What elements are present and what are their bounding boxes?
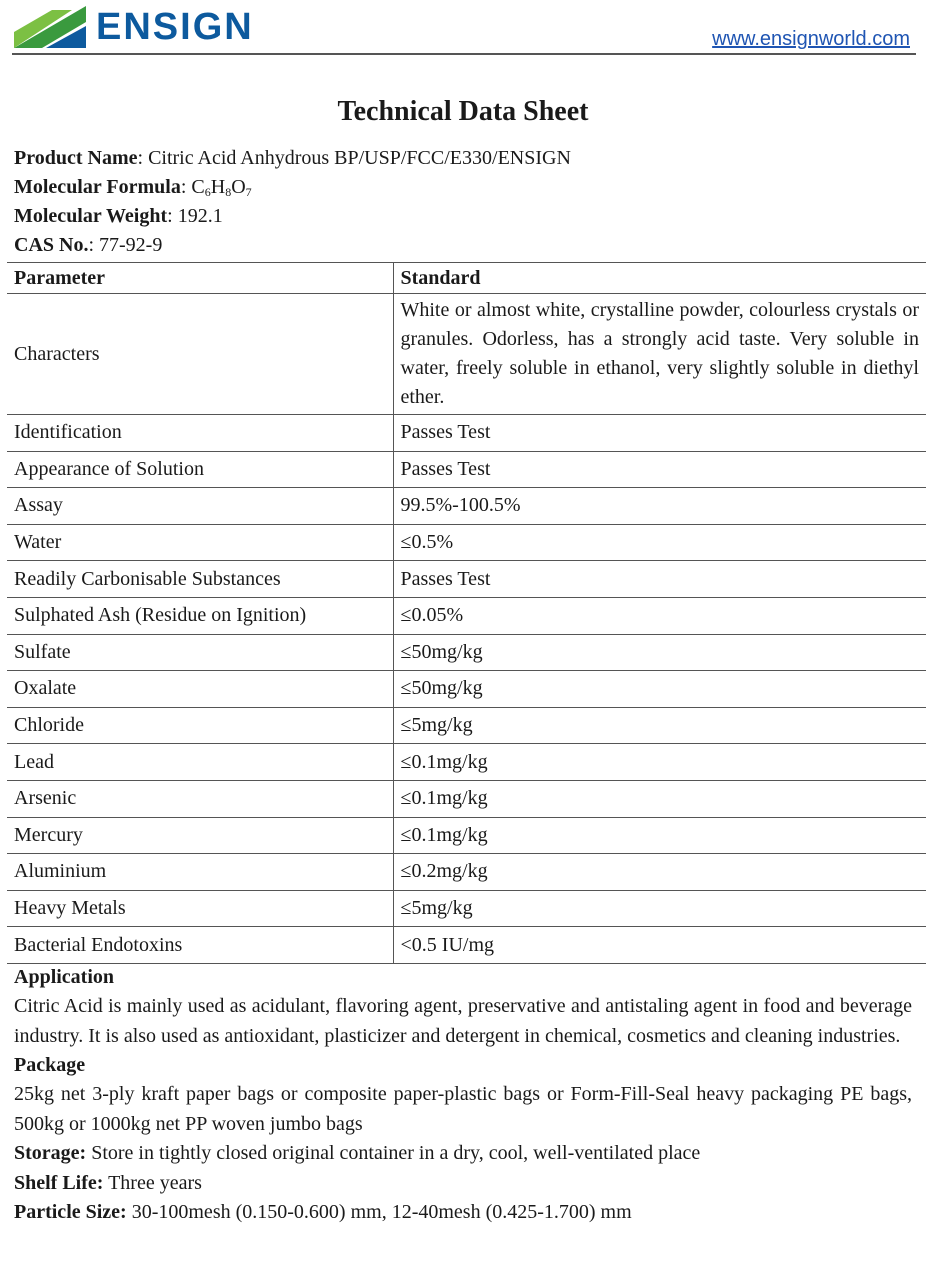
standard-cell: ≤5mg/kg [393, 707, 926, 744]
cas-number-label: CAS No. [14, 234, 89, 256]
parameter-cell: Arsenic [7, 780, 393, 817]
table-row [7, 927, 926, 964]
parameter-cell: Aluminium [7, 854, 393, 891]
molecular-weight-line: Molecular Weight: 192.1 [14, 205, 223, 227]
standard-cell: ≤50mg/kg [393, 671, 926, 708]
parameter-cell: Characters [7, 294, 393, 415]
product-info [14, 144, 914, 260]
standard-cell: Passes Test [393, 415, 926, 452]
storage-label: Storage: [14, 1142, 87, 1164]
parameter-column-header: Parameter [7, 263, 393, 294]
table-row [7, 634, 926, 671]
standard-cell: ≤5mg/kg [393, 890, 926, 927]
parameter-cell: Sulphated Ash (Residue on Ignition) [7, 597, 393, 634]
standard-cell: ≤0.1mg/kg [393, 744, 926, 781]
product-name-line: Product Name: Citric Acid Anhydrous BP/USP/FCC/E330/ENSIGN [14, 147, 571, 169]
parameter-cell: Lead [7, 744, 393, 781]
standard-cell: ≤0.05% [393, 597, 926, 634]
particle-size-value: 30-100mesh (0.150-0.600) mm, 12-40mesh (0.425-1.700) mm [131, 1201, 632, 1223]
table-row [7, 488, 926, 525]
ensign-logo-mark-icon [12, 4, 88, 50]
table-row [7, 524, 926, 561]
standard-column-header: Standard [393, 263, 926, 294]
table-row [7, 671, 926, 708]
standard-cell: ≤0.2mg/kg [393, 854, 926, 891]
parameter-cell: Readily Carbonisable Substances [7, 561, 393, 598]
shelf-life-label: Shelf Life: [14, 1171, 104, 1194]
specification-table [7, 262, 926, 964]
table-row [7, 780, 926, 817]
header-divider [12, 53, 916, 55]
page-header [0, 0, 926, 60]
table-row [7, 707, 926, 744]
table-row [7, 451, 926, 488]
parameter-cell: Assay [7, 488, 393, 525]
standard-cell: Passes Test [393, 451, 926, 488]
particle-size-line [14, 1198, 912, 1228]
page-title: Technical Data Sheet [337, 96, 589, 127]
standard-cell: ≤0.1mg/kg [393, 780, 926, 817]
parameter-cell: Oxalate [7, 671, 393, 708]
website-link[interactable]: www.ensignworld.com [712, 28, 910, 50]
table-row [7, 854, 926, 891]
application-heading: Application [14, 966, 115, 988]
table-row [7, 597, 926, 634]
parameter-cell: Mercury [7, 817, 393, 854]
particle-size-label: Particle Size: [14, 1201, 127, 1223]
parameter-cell: Water [7, 524, 393, 561]
cas-number-line: CAS No.: 77-92-9 [14, 234, 163, 256]
shelf-life-value: Three years [108, 1171, 202, 1194]
standard-cell: Passes Test [393, 561, 926, 598]
standard-cell: ≤50mg/kg [393, 634, 926, 671]
standard-cell: ≤0.5% [393, 524, 926, 561]
shelf-life-line [14, 1169, 912, 1199]
standard-cell: 99.5%-100.5% [393, 488, 926, 525]
package-text: 25kg net 3-ply kraft paper bags or composite paper-plastic bags or Form-Fill-Seal heavy packaging PE bags, 500kg or 1000kg net PP woven jumbo bags [14, 1083, 912, 1135]
application-text: Citric Acid is mainly used as acidulant, flavoring agent, preservative and antistaling agent in food and beverage industry. It is also used as antioxidant, plasticizer and detergent in chemical, cosmetics and cleaning industries. [14, 995, 912, 1047]
parameter-cell: Identification [7, 415, 393, 452]
parameter-cell: Heavy Metals [7, 890, 393, 927]
standard-cell: <0.5 IU/mg [393, 927, 926, 964]
molecular-formula-line: Molecular Formula: $C_6H_8O_7$ [14, 176, 252, 199]
parameter-cell: Sulfate [7, 634, 393, 671]
table-row [7, 890, 926, 927]
logo-text: ENSIGN [96, 6, 254, 48]
molecular-weight-label: Molecular Weight [14, 205, 168, 227]
ensign-logo [12, 4, 262, 50]
standard-cell: ≤0.1mg/kg [393, 817, 926, 854]
table-row [7, 561, 926, 598]
storage-value: Store in tightly closed original container in a dry, cool, well-ventilated place [91, 1142, 701, 1164]
table-row [7, 817, 926, 854]
table-row [7, 294, 926, 415]
molecular-weight-value: 192.1 [177, 205, 223, 227]
parameter-cell: Appearance of Solution [7, 451, 393, 488]
table-header-row [7, 263, 926, 294]
molecular-formula-label: Molecular Formula [14, 176, 181, 198]
table-row [7, 744, 926, 781]
molecular-formula-value: $C_6H_8O_7$ [191, 176, 252, 199]
product-name-value: Citric Acid Anhydrous BP/USP/FCC/E330/ENSIGN [148, 147, 571, 169]
product-name-label: Product Name [14, 147, 138, 169]
cas-number-value: 77-92-9 [99, 234, 163, 256]
standard-cell: White or almost white, crystalline powder, colourless crystals or granules. Odorless, has a strongly acid taste. Very soluble in water, freely soluble in ethanol, very slightly soluble in diethyl ether. [393, 294, 926, 415]
storage-line [14, 1139, 912, 1169]
document-notes [14, 963, 912, 1228]
package-heading: Package [14, 1054, 86, 1076]
parameter-cell: Bacterial Endotoxins [7, 927, 393, 964]
table-row [7, 415, 926, 452]
parameter-cell: Chloride [7, 707, 393, 744]
